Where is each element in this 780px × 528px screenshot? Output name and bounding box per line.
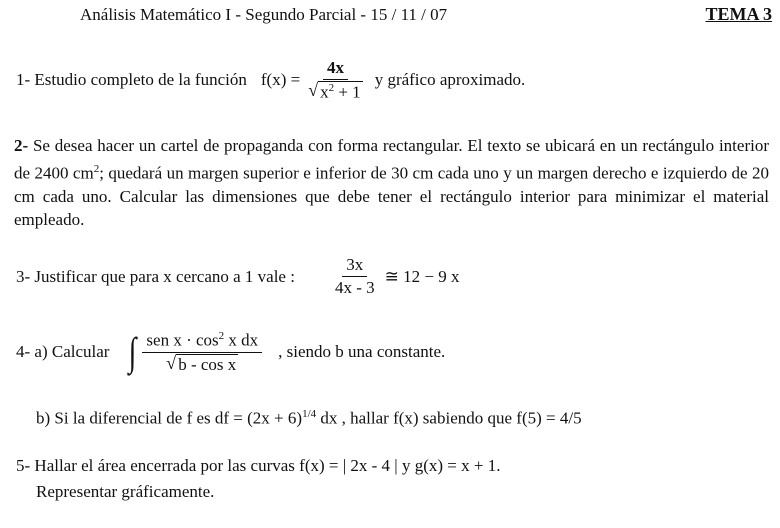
exam-header-title: Análisis Matemático I - Segundo Parcial - 15 / 11 / 07 <box>80 5 448 24</box>
problem-4b-text-a: b) Si la diferencial de f es df = (2x + 6) <box>36 408 303 428</box>
problem-4a-fraction <box>142 330 262 375</box>
problem-2 <box>14 134 769 232</box>
problem-3-denominator: 4x - 3 <box>334 278 375 297</box>
problem-4b-text-b: dx , hallar f(x) sabiendo que f(5) = 4/5 <box>316 408 582 428</box>
problem-1-denominator <box>304 80 366 103</box>
problem-1-suffix: y gráfico aproximado. <box>374 70 526 90</box>
problem-4a-numerator: sen $x \cdot \cos^2 x$ dx <box>142 330 262 353</box>
problem-1-prefix: 1- Estudio completo de la función <box>16 70 247 90</box>
problem-2-text-a: Se desea hacer un cartel de propaganda con forma rectangular. El texto se ubicará en un rectángulo interior de 2400 cm <box>14 136 769 183</box>
problem-2-label: 2- <box>14 136 29 155</box>
problem-2-exp: 2 <box>93 162 100 175</box>
problem-3 <box>16 255 459 298</box>
problem-3-fraction <box>331 255 379 298</box>
problem-4a-prefix: 4- a) Calcular <box>16 342 110 362</box>
problem-3-rhs: ≅ 12 − 9 x <box>384 266 460 286</box>
problem-3-prefix: 3- Justificar que para x cercano a 1 vale : <box>16 266 295 286</box>
problem-1 <box>16 58 525 103</box>
problem-1-fraction <box>304 58 366 103</box>
problem-4a-suffix: , siendo b una constante. <box>278 342 446 362</box>
problem-1-numerator: 4x <box>323 58 348 80</box>
problem-4a <box>16 330 445 375</box>
problem-2-text-b: ; quedará un margen superior e inferior de 30 cm cada uno y un margen derecho e izquierdo de 20 cm cada uno. Calcular las dimensiones que debe tener el rectángulo interior para minimizar el material empleado. <box>14 163 769 230</box>
problem-4b-exp: 1/4 <box>302 408 317 420</box>
problem-4a-denominator: √ b - cos x <box>166 352 237 374</box>
exam-tema-label: TEMA 3 <box>705 4 772 24</box>
sqrt-symbol: √ $x^2 + 1$ <box>308 80 361 102</box>
problem-5-line-2: Representar gráficamente. <box>36 482 215 501</box>
problem-5-line-1: 5- Hallar el área encerrada por las curvas f(x) = | 2x - 4 | y g(x) = x + 1. <box>16 456 501 475</box>
problem-3-numerator: 3x <box>342 255 367 277</box>
integral-symbol: ∫ <box>129 329 137 375</box>
problem-4b <box>36 408 582 429</box>
problem-1-fx: f(x) = <box>260 70 301 90</box>
